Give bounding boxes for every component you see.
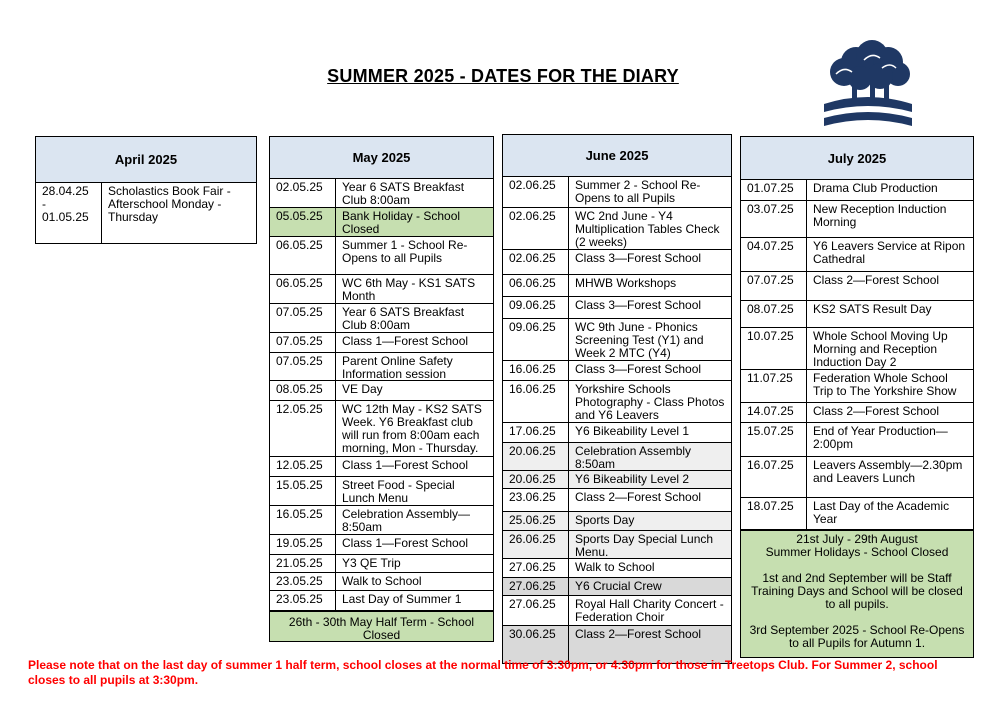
event-date: 26.06.25 (503, 531, 569, 558)
table-row (741, 498, 973, 530)
event-date: 19.05.25 (270, 535, 336, 554)
event-description: Walk to School (575, 560, 655, 574)
table-row (741, 423, 973, 457)
event-date: 01.07.25 (741, 180, 807, 200)
event-date: 09.06.25 (503, 319, 569, 360)
table-row (503, 297, 731, 319)
event-description: VE Day (342, 382, 383, 396)
table-row (270, 208, 493, 237)
event-description: Class 2—Forest School (813, 404, 940, 418)
event-date: 06.06.25 (503, 275, 569, 296)
event-date: 02.06.25 (503, 250, 569, 274)
event-date: 11.07.25 (741, 370, 807, 402)
table-row (741, 201, 973, 238)
table-row (503, 250, 731, 275)
event-date: 16.06.25 (503, 361, 569, 380)
table-row (503, 177, 731, 208)
event-description: MHWB Workshops (575, 276, 677, 290)
table-row (503, 208, 731, 250)
july-column (740, 136, 974, 658)
table-row (270, 333, 493, 353)
event-description: Class 3—Forest School (575, 251, 702, 265)
event-date: 07.05.25 (270, 304, 336, 332)
event-description: WC 6th May - KS1 SATS Month (342, 276, 476, 303)
event-description: Celebration Assembly 8:50am (575, 444, 692, 471)
table-row (503, 489, 731, 512)
event-description: Class 2—Forest School (575, 490, 702, 504)
event-date: 14.07.25 (741, 403, 807, 422)
table-row (270, 555, 493, 573)
event-description: KS2 SATS Result Day (813, 302, 932, 316)
event-date: 06.05.25 (270, 237, 336, 274)
table-row (741, 301, 973, 328)
table-row (741, 457, 973, 498)
event-description: Leavers Assembly—2.30pm and Leavers Lunch (813, 458, 963, 485)
event-description: Summer 2 - School Re-Opens to all Pupils (575, 178, 701, 205)
event-date: 02.06.25 (503, 177, 569, 207)
table-row (270, 237, 493, 275)
event-description: Street Food - Special Lunch Menu (342, 478, 455, 505)
table-row (503, 381, 731, 423)
event-date: 12.05.25 (270, 457, 336, 476)
event-date: 27.06.25 (503, 596, 569, 625)
event-description: Royal Hall Charity Concert - Federation Choir (575, 597, 724, 624)
event-description: Yorkshire Schools Photography - Class Photos and Y6 Leavers (575, 382, 725, 422)
footer-note: Please note that on the last day of summer 1 half term, school closes at the normal time of 3:30pm, or 4:30pm for those in Treetops Club. For Summer 2, school closes to all pupils at 3:30pm. (28, 658, 938, 687)
table-row (741, 238, 973, 272)
event-description: Class 2—Forest School (813, 273, 940, 287)
note-line: 21st July - 29th August (796, 532, 918, 546)
event-description: Celebration Assembly—8:50am (342, 507, 471, 534)
page-title: SUMMER 2025 - DATES FOR THE DIARY (327, 66, 679, 86)
table-row (503, 423, 731, 443)
note-line: 3rd September 2025 - School Re-Opens to all Pupils for Autumn 1. (749, 623, 965, 650)
table-row (741, 328, 973, 370)
july-heading: July 2025 (741, 137, 973, 180)
table-row (503, 361, 731, 381)
event-date: 12.05.25 (270, 401, 336, 456)
summer-holidays-note (741, 530, 973, 657)
table-row (503, 275, 731, 297)
event-description: Year 6 SATS Breakfast Club 8:00am (342, 180, 465, 207)
april-column (35, 136, 257, 244)
table-row (270, 506, 493, 535)
event-description: Class 1—Forest School (342, 334, 469, 348)
table-row (503, 443, 731, 471)
event-date: 16.07.25 (741, 457, 807, 497)
event-description: Scholastics Book Fair - Afterschool Monday - Thursday (108, 184, 231, 224)
event-description: WC 12th May - KS2 SATS Week. Y6 Breakfast club will run from 8:00am each morning, Mon - Thursday. (342, 402, 482, 455)
table-row (270, 457, 493, 477)
event-date: 02.05.25 (270, 179, 336, 207)
table-row (503, 578, 731, 596)
event-date: 27.06.25 (503, 559, 569, 577)
event-date: 25.06.25 (503, 512, 569, 530)
june-heading: June 2025 (503, 135, 731, 177)
table-row (741, 272, 973, 301)
table-row (270, 304, 493, 333)
event-description: End of Year Production—2:00pm (813, 424, 948, 451)
event-description: Y3 QE Trip (342, 556, 401, 570)
table-row (270, 275, 493, 304)
table-row (270, 477, 493, 506)
event-description: WC 2nd June - Y4 Multiplication Tables Check (2 weeks) (575, 209, 720, 249)
event-date: 18.07.25 (741, 498, 807, 529)
event-date: 03.07.25 (741, 201, 807, 237)
event-date: 02.06.25 (503, 208, 569, 249)
event-date: 07.07.25 (741, 272, 807, 300)
event-description: Class 3—Forest School (575, 298, 702, 312)
event-description: Y6 Bikeability Level 2 (575, 472, 690, 486)
table-row (503, 596, 731, 626)
event-date: 20.06.25 (503, 443, 569, 470)
table-row (503, 319, 731, 361)
table-row (270, 573, 493, 591)
event-description: New Reception Induction Morning (813, 202, 947, 229)
table-row (503, 531, 731, 559)
event-date: 23.05.25 (270, 591, 336, 610)
event-date: 08.07.25 (741, 301, 807, 327)
event-description: Summer 1 - School Re-Opens to all Pupils (342, 238, 468, 265)
table-row (270, 179, 493, 208)
event-date: 05.05.25 (270, 208, 336, 236)
event-date: 07.05.25 (270, 353, 336, 380)
note-line: 1st and 2nd September will be Staff Training Days and School will be closed to all pupils. (751, 571, 963, 611)
event-date: 08.05.25 (270, 381, 336, 400)
table-row (741, 403, 973, 423)
event-description: Last Day of Summer 1 (342, 592, 462, 606)
event-date: 21.05.25 (270, 555, 336, 572)
event-date: 06.05.25 (270, 275, 336, 303)
note-line: Summer Holidays - School Closed (765, 545, 949, 559)
event-description: Year 6 SATS Breakfast Club 8:00am (342, 305, 465, 332)
table-row (270, 401, 493, 457)
event-date: 09.06.25 (503, 297, 569, 318)
table-row (741, 370, 973, 403)
event-date: 16.05.25 (270, 506, 336, 534)
table-row (503, 559, 731, 578)
event-description: Y6 Crucial Crew (575, 579, 662, 593)
event-date: 04.07.25 (741, 238, 807, 271)
event-description: Class 1—Forest School (342, 536, 469, 550)
table-row (503, 512, 731, 531)
table-row (741, 180, 973, 201)
event-date: 10.07.25 (741, 328, 807, 369)
table-row (270, 591, 493, 611)
table-row (270, 353, 493, 381)
april-heading: April 2025 (36, 137, 256, 183)
may-column (269, 136, 494, 642)
event-description: Whole School Moving Up Morning and Reception Induction Day 2 (813, 329, 948, 369)
event-description: Class 3—Forest School (575, 362, 702, 376)
half-term-note: 26th - 30th May Half Term - School Closed (270, 611, 493, 641)
event-description: Class 1—Forest School (342, 458, 469, 472)
event-date: 15.07.25 (741, 423, 807, 456)
event-date: 23.05.25 (270, 573, 336, 590)
event-description: Class 2—Forest School (575, 627, 702, 641)
event-description: Federation Whole School Trip to The Yorkshire Show (813, 371, 957, 398)
event-date: 15.05.25 (270, 477, 336, 505)
event-date: 30.06.25 (503, 626, 569, 663)
event-date: 16.06.25 (503, 381, 569, 422)
event-date: 27.06.25 (503, 578, 569, 595)
table-row (503, 471, 731, 489)
event-description: WC 9th June - Phonics Screening Test (Y1) and Week 2 MTC (Y4) (575, 320, 704, 360)
school-trees-logo (822, 38, 914, 134)
june-column (502, 134, 732, 664)
event-description: Walk to School (342, 574, 422, 588)
event-date: 20.06.25 (503, 471, 569, 488)
event-date: 17.06.25 (503, 423, 569, 442)
event-description: Drama Club Production (813, 181, 938, 195)
event-description: Bank Holiday - School Closed (342, 209, 461, 236)
table-row (270, 535, 493, 555)
event-date: 28.04.25 - 01.05.25 (36, 183, 102, 243)
event-description: Y6 Bikeability Level 1 (575, 424, 690, 438)
event-description: Last Day of the Academic Year (813, 499, 950, 526)
event-description: Sports Day (575, 513, 635, 527)
event-date: 23.06.25 (503, 489, 569, 511)
event-date: 07.05.25 (270, 333, 336, 352)
event-description: Y6 Leavers Service at Ripon Cathedral (813, 239, 966, 266)
event-description: Parent Online Safety Information session (342, 354, 453, 381)
event-description: Sports Day Special Lunch Menu. (575, 532, 714, 559)
may-heading: May 2025 (270, 137, 493, 179)
table-row (36, 183, 256, 243)
table-row (270, 381, 493, 401)
